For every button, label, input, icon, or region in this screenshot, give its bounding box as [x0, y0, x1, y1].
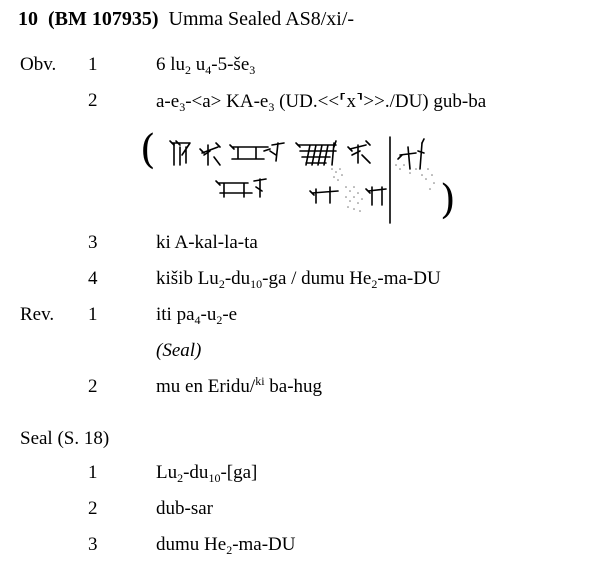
line-number: 2	[88, 376, 98, 397]
transliteration-line: iti $pa_4-u_2-e$	[156, 304, 238, 327]
seal-note: (Seal)	[156, 340, 202, 361]
reverse-label: Rev.	[20, 304, 55, 325]
transliteration-line: kišib $Lu_2-du_{10}-ga$ / dumu $He_2-ma-DU$	[156, 268, 441, 291]
line-number: 4	[88, 268, 98, 289]
line-number: 3	[88, 232, 98, 253]
seal-label: Seal (S. 18)	[20, 428, 110, 449]
line-number: 1	[88, 304, 98, 325]
line-number: 2	[88, 498, 98, 519]
text-description: Umma Sealed AS8/xi/-	[168, 8, 355, 30]
obverse-label: Obv.	[20, 54, 57, 75]
line-number: 3	[88, 534, 98, 555]
open-parenthesis: (	[140, 127, 156, 173]
line-number: 1	[88, 462, 98, 483]
transliteration-line: dub-sar	[156, 498, 213, 519]
transliteration-line: ki A-kal-la-ta	[156, 232, 258, 253]
museum-number: (BM 107935)	[48, 8, 159, 30]
close-parenthesis: )	[440, 177, 456, 223]
line-number: 2	[88, 90, 98, 111]
text-number: 10	[18, 8, 38, 30]
transliteration-line: $a-e_3-<a> KA-e_3$ (UD.<<⸢x⸣>>./DU) gub-ba	[156, 91, 487, 114]
cuneiform-signs-drawing	[160, 125, 460, 225]
transliteration-line: mu en Eridu/$^{ki}$ ba-hug	[156, 374, 337, 397]
document-title	[18, 8, 354, 31]
cuneiform-copy	[140, 125, 470, 225]
transliteration-line: 6 $lu_2$ $u_4-5-še_3$	[156, 54, 256, 77]
line-number: 1	[88, 54, 98, 75]
transliteration-line: dumu $He_2-ma-DU$	[156, 534, 296, 557]
transliteration-line: $Lu_2-du_{10}-[ga]$	[156, 462, 258, 485]
